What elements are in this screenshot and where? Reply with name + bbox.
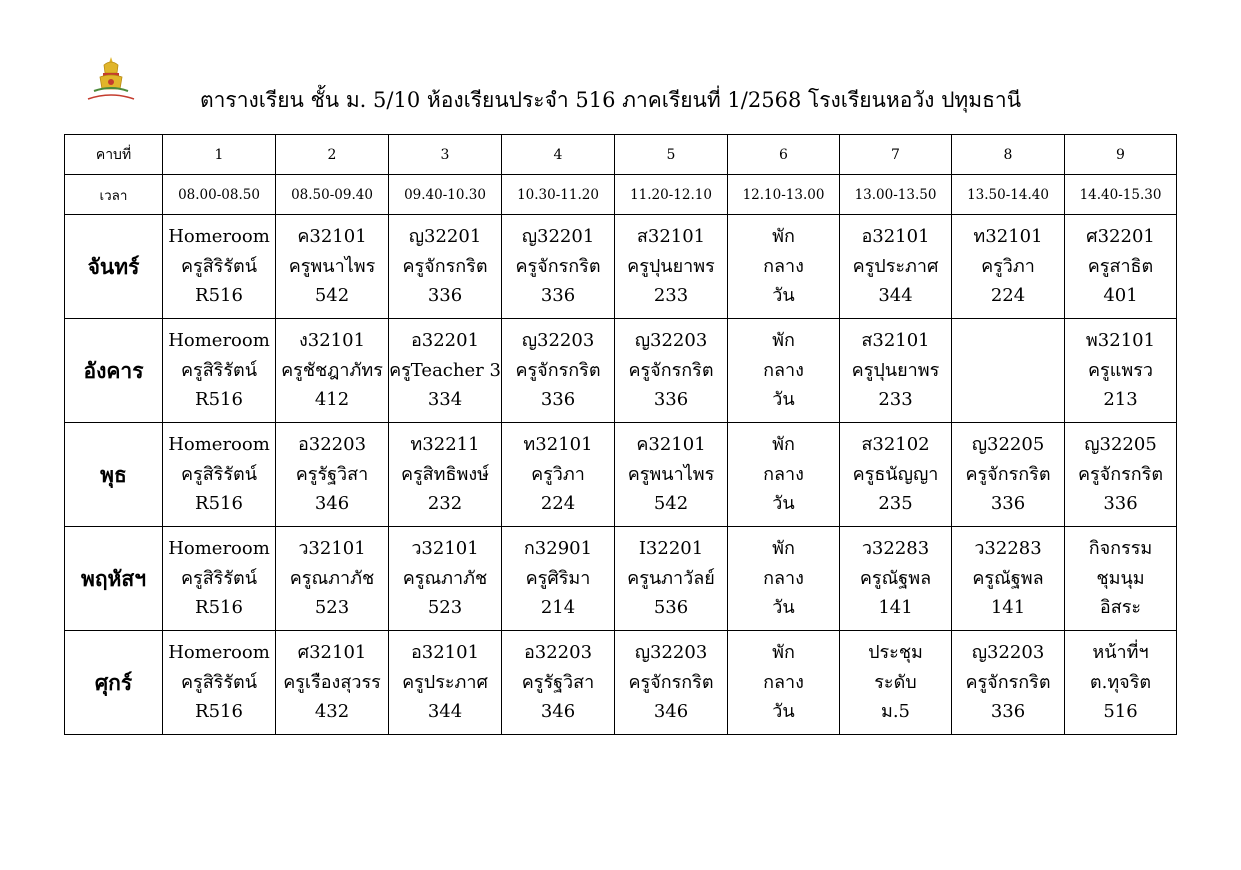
period-number: 6 — [728, 135, 840, 175]
schedule-cell — [952, 423, 1065, 527]
cell-line: ส32102 — [861, 434, 930, 456]
period-number: 4 — [502, 135, 615, 175]
cell-line: ต.ทุจริต — [1089, 671, 1152, 693]
cell-line: ว32101 — [411, 538, 479, 560]
period-number: 5 — [615, 135, 728, 175]
cell-line: ครูชัชฎาภัทร — [281, 359, 383, 381]
schedule-cell — [1065, 215, 1177, 319]
cell-line: กลาง — [763, 567, 804, 589]
schedule-cell — [840, 631, 952, 735]
schedule-cell — [389, 319, 502, 423]
cell-line: 334 — [427, 389, 463, 411]
cell-line: 346 — [653, 701, 689, 723]
cell-line: Homeroom — [168, 642, 270, 664]
cell-line: วัน — [772, 493, 795, 515]
schedule-cell — [615, 423, 728, 527]
cell-line: 141 — [990, 597, 1026, 619]
schedule-cell — [276, 527, 389, 631]
timetable — [64, 134, 1177, 735]
time-slot: 09.40-10.30 — [389, 175, 502, 215]
period-number: 1 — [163, 135, 276, 175]
cell-line: R516 — [195, 389, 243, 411]
day-row — [65, 631, 1177, 735]
cell-line: พัก — [772, 330, 795, 352]
cell-line: 346 — [314, 493, 350, 515]
cell-line: ญ32203 — [634, 330, 708, 352]
schedule-cell — [840, 215, 952, 319]
cell-line: ครูณัฐพล — [859, 567, 932, 589]
schedule-cell — [502, 631, 615, 735]
schedule-cell — [502, 215, 615, 319]
schedule-cell — [502, 423, 615, 527]
schedule-cell — [1065, 631, 1177, 735]
cell-line: ส32101 — [636, 226, 706, 248]
day-row — [65, 423, 1177, 527]
schedule-cell — [1065, 423, 1177, 527]
cell-line: อ32201 — [410, 330, 480, 352]
day-name: พฤหัสฯ — [65, 527, 163, 631]
cell-line: ครูวิภา — [981, 255, 1035, 277]
schedule-cell — [728, 215, 840, 319]
cell-line: ส32101 — [861, 330, 930, 352]
schedule-cell — [389, 631, 502, 735]
cell-line: ครูจักรกริต — [1077, 463, 1164, 485]
cell-line: ศ32101 — [297, 642, 367, 664]
day-row — [65, 319, 1177, 423]
schedule-cell — [1065, 319, 1177, 423]
cell-line: ค32101 — [297, 226, 367, 248]
cell-line: ครูจักรกริต — [965, 463, 1051, 485]
cell-line: ศ32201 — [1086, 226, 1155, 248]
period-number: 9 — [1065, 135, 1177, 175]
period-number: 8 — [952, 135, 1065, 175]
time-slot: 14.40-15.30 — [1065, 175, 1177, 215]
cell-line: ท32101 — [523, 434, 593, 456]
cell-line: 516 — [1103, 701, 1138, 723]
cell-line: ครูณภาภัช — [402, 567, 488, 589]
cell-line — [952, 326, 1064, 356]
cell-line: 401 — [1103, 285, 1138, 307]
schedule-cell — [615, 527, 728, 631]
cell-line: ม.5 — [880, 701, 911, 723]
time-slot: 10.30-11.20 — [502, 175, 615, 215]
cell-line: 344 — [427, 701, 463, 723]
schedule-cell — [952, 527, 1065, 631]
cell-line: ครูสาธิต — [1087, 255, 1154, 277]
schedule-cell — [728, 527, 840, 631]
cell-line — [952, 385, 1064, 415]
cell-line: ครูเรืองสุวรร — [283, 671, 381, 693]
time-slot: 13.00-13.50 — [840, 175, 952, 215]
cell-line: ครูวิภา — [531, 463, 585, 485]
schedule-cell — [389, 527, 502, 631]
cell-line: 344 — [878, 285, 913, 307]
cell-line: ก32901 — [523, 538, 593, 560]
schedule-cell — [952, 319, 1065, 423]
cell-line: ครูจักรกริต — [628, 359, 714, 381]
day-row — [65, 527, 1177, 631]
schedule-cell — [615, 215, 728, 319]
cell-line: ชุมนุม — [1096, 567, 1145, 589]
cell-line: วัน — [772, 389, 795, 411]
day-name: ศุกร์ — [65, 631, 163, 735]
cell-line: ครูจักรกริต — [402, 255, 488, 277]
cell-line: ญ32205 — [971, 434, 1045, 456]
page-title: ตารางเรียน ชั้น ม. 5/10 ห้องเรียนประจำ 516 ภาคเรียนที่ 1/2568 โรงเรียนหอวัง ปทุมธานี — [200, 88, 1022, 112]
schedule-cell — [1065, 527, 1177, 631]
cell-line: ครูธนัญญา — [852, 463, 939, 485]
cell-line: ญ32201 — [408, 226, 482, 248]
cell-line: ครูณัฐพล — [972, 567, 1044, 589]
time-row — [65, 175, 1177, 215]
cell-line: 536 — [653, 597, 689, 619]
schedule-cell — [163, 423, 276, 527]
schedule-cell — [502, 527, 615, 631]
cell-line: ครูณภาภัช — [289, 567, 375, 589]
schedule-cell — [276, 319, 389, 423]
cell-line: ครูจักรกริต — [515, 255, 601, 277]
cell-line: ครูพนาไพร — [627, 463, 715, 485]
cell-line: พ32101 — [1085, 330, 1156, 352]
cell-line: กลาง — [763, 463, 804, 485]
cell-line: ญ32203 — [634, 642, 708, 664]
cell-line: 336 — [1103, 493, 1138, 515]
cell-line: 336 — [427, 285, 463, 307]
schedule-cell — [840, 319, 952, 423]
cell-line: วัน — [772, 701, 795, 723]
cell-line: วัน — [772, 285, 795, 307]
cell-line: 235 — [878, 493, 913, 515]
schedule-cell — [276, 215, 389, 319]
schedule-cell — [163, 527, 276, 631]
day-row — [65, 215, 1177, 319]
schedule-cell — [163, 319, 276, 423]
cell-line: หน้าที่ฯ — [1092, 642, 1149, 664]
cell-line: ค32101 — [636, 434, 706, 456]
cell-line: วัน — [772, 597, 795, 619]
schedule-cell — [163, 631, 276, 735]
cell-line: 233 — [653, 285, 689, 307]
schedule-cell — [389, 423, 502, 527]
cell-line: ครูสิทธิพงษ์ — [400, 463, 490, 485]
schedule-cell — [728, 423, 840, 527]
cell-line: ครูสิริรัตน์ — [180, 567, 258, 589]
cell-line: ระดับ — [874, 671, 917, 693]
cell-line: กลาง — [763, 671, 804, 693]
cell-line: R516 — [195, 493, 243, 515]
cell-line: ญ32203 — [521, 330, 595, 352]
day-name: พุธ — [65, 423, 163, 527]
period-label: คาบที่ — [65, 135, 163, 175]
cell-line: 336 — [990, 493, 1026, 515]
cell-line: ว32283 — [974, 538, 1042, 560]
cell-line: อ32203 — [523, 642, 593, 664]
cell-line: ครูรัฐวิสา — [521, 671, 595, 693]
cell-line: 412 — [314, 389, 350, 411]
cell-line: พัก — [772, 538, 795, 560]
schedule-cell — [615, 319, 728, 423]
day-name: อังคาร — [65, 319, 163, 423]
cell-line: Homeroom — [168, 434, 270, 456]
cell-line: กลาง — [763, 359, 804, 381]
schedule-cell — [840, 527, 952, 631]
cell-line: ครูปุนยาพร — [851, 359, 940, 381]
schedule-cell — [163, 215, 276, 319]
time-slot: 08.50-09.40 — [276, 175, 389, 215]
cell-line: พัก — [772, 642, 795, 664]
cell-line: พัก — [772, 226, 795, 248]
cell-line: ครูTeacher 3 — [389, 359, 501, 381]
schedule-cell — [615, 631, 728, 735]
cell-line: ครูจักรกริต — [628, 671, 714, 693]
cell-line: R516 — [195, 597, 243, 619]
cell-line: 233 — [878, 389, 913, 411]
cell-line: R516 — [195, 285, 243, 307]
school-logo-icon — [80, 55, 142, 111]
cell-line: ประชุม — [868, 642, 923, 664]
cell-line: ว32101 — [298, 538, 366, 560]
cell-line: ครูจักรกริต — [965, 671, 1051, 693]
schedule-cell — [276, 631, 389, 735]
cell-line: 346 — [540, 701, 576, 723]
schedule-cell — [389, 215, 502, 319]
cell-line: 224 — [990, 285, 1026, 307]
cell-line: อ32101 — [861, 226, 930, 248]
cell-line: 336 — [540, 389, 576, 411]
cell-line: ว32283 — [861, 538, 930, 560]
cell-line: 336 — [990, 701, 1026, 723]
cell-line: ครูพนาไพร — [288, 255, 376, 277]
schedule-cell — [840, 423, 952, 527]
cell-line: ครูสิริรัตน์ — [180, 671, 258, 693]
cell-line: 542 — [314, 285, 350, 307]
cell-line: 214 — [540, 597, 576, 619]
cell-line: ครูสิริรัตน์ — [180, 255, 258, 277]
cell-line: ง32101 — [298, 330, 366, 352]
time-slot: 13.50-14.40 — [952, 175, 1065, 215]
time-slot: 12.10-13.00 — [728, 175, 840, 215]
cell-line: ท32211 — [410, 434, 480, 456]
time-slot: 11.20-12.10 — [615, 175, 728, 215]
cell-line: 224 — [540, 493, 576, 515]
cell-line: ครูแพรว — [1088, 359, 1153, 381]
time-label: เวลา — [65, 175, 163, 215]
time-slot: 08.00-08.50 — [163, 175, 276, 215]
period-number: 7 — [840, 135, 952, 175]
cell-line: กลาง — [763, 255, 804, 277]
cell-line: 523 — [427, 597, 463, 619]
schedule-cell — [952, 215, 1065, 319]
cell-line: 336 — [653, 389, 689, 411]
cell-line: 141 — [878, 597, 913, 619]
cell-line: Homeroom — [168, 226, 270, 248]
cell-line: ครูนภาวัลย์ — [627, 567, 715, 589]
schedule-cell — [728, 631, 840, 735]
cell-line: กิจกรรม — [1088, 538, 1153, 560]
cell-line: ญ32201 — [521, 226, 595, 248]
cell-line: พัก — [772, 434, 795, 456]
cell-line: 523 — [314, 597, 350, 619]
cell-line: R516 — [195, 701, 243, 723]
day-name: จันทร์ — [65, 215, 163, 319]
cell-line: ครูปุนยาพร — [627, 255, 715, 277]
schedule-cell — [728, 319, 840, 423]
schedule-cell — [952, 631, 1065, 735]
cell-line: ญ32203 — [971, 642, 1045, 664]
cell-line — [952, 356, 1064, 386]
cell-line: ท32101 — [973, 226, 1043, 248]
schedule-cell — [502, 319, 615, 423]
cell-line: ครูประภาศ — [402, 671, 488, 693]
cell-line: ญ32205 — [1084, 434, 1157, 456]
cell-line: ครูสิริรัตน์ — [180, 359, 258, 381]
cell-line: I32201 — [638, 538, 704, 560]
period-number: 2 — [276, 135, 389, 175]
cell-line: Homeroom — [168, 538, 270, 560]
cell-line: ครูจักรกริต — [515, 359, 601, 381]
cell-line: อิสระ — [1099, 597, 1142, 619]
cell-line: 232 — [427, 493, 463, 515]
cell-line: อ32101 — [410, 642, 480, 664]
cell-line: ครูประภาศ — [852, 255, 939, 277]
cell-line: 432 — [314, 701, 350, 723]
period-header-row — [65, 135, 1177, 175]
cell-line: Homeroom — [168, 330, 270, 352]
period-number: 3 — [389, 135, 502, 175]
cell-line: ครูศิริมา — [525, 567, 591, 589]
cell-line: อ32203 — [297, 434, 367, 456]
cell-line: ครูรัฐวิสา — [295, 463, 369, 485]
cell-line: 213 — [1103, 389, 1138, 411]
cell-line: 542 — [653, 493, 689, 515]
schedule-cell — [276, 423, 389, 527]
cell-line: ครูสิริรัตน์ — [180, 463, 258, 485]
cell-line: 336 — [540, 285, 576, 307]
